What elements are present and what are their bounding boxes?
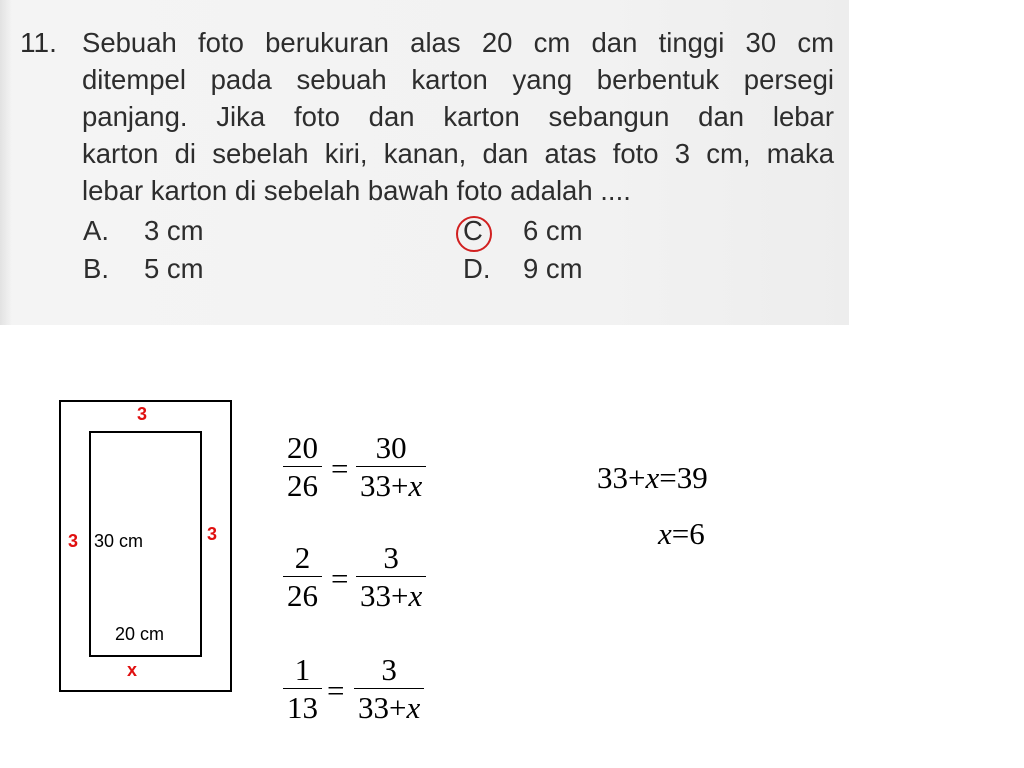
eq3-lhs-fraction: [283, 652, 322, 726]
eq1-lhs-numerator: 20: [287, 430, 318, 465]
question-line-4: karton di sebelah kiri, kanan, dan atas foto 3 cm, maka: [82, 138, 834, 169]
sol1-op: +: [628, 460, 646, 495]
eq3-rhs-fraction: [354, 652, 424, 726]
eq2-rhs-denominator: [356, 577, 426, 614]
solution-line-2: [658, 516, 705, 552]
eq3-rhs-numerator: 3: [381, 652, 397, 687]
solution-line-1: [597, 460, 708, 496]
option-c-text: 6 cm: [523, 215, 583, 246]
sol2-var: x: [658, 516, 672, 551]
sol1-var: x: [645, 460, 660, 495]
option-d-text: 9 cm: [523, 253, 583, 284]
option-b-text: 5 cm: [144, 253, 204, 284]
eq3-den-const: 33: [358, 690, 389, 726]
sol2-equals: =: [671, 516, 690, 551]
sol2-rhs: 6: [689, 516, 705, 551]
eq3-lhs-numerator: 1: [294, 652, 311, 687]
sol1-rhs: 39: [676, 460, 708, 495]
eq2-rhs-fraction: [356, 540, 426, 614]
eq2-lhs-numerator: 2: [294, 540, 311, 575]
eq1-den-const: 33: [360, 468, 391, 504]
option-a-letter: A.: [83, 215, 109, 246]
question-line-5: lebar karton di sebelah bawah foto adalah ....: [82, 175, 631, 206]
sol1-const: 33: [597, 460, 628, 495]
sol1-equals: =: [659, 460, 677, 495]
eq2-den-const: 33: [360, 578, 391, 614]
question-number: 11.: [20, 27, 57, 58]
eq1-den-var: x: [408, 468, 423, 504]
eq2-den-var: x: [408, 578, 423, 614]
option-a-text: 3 cm: [144, 215, 204, 246]
eq2-lhs-fraction: [283, 540, 322, 614]
eq2-den-op: +: [391, 578, 409, 614]
height-label: 30 cm: [94, 531, 144, 551]
bottom-margin-label: x: [127, 660, 138, 680]
eq1-lhs-fraction: [283, 430, 322, 504]
question-line-1: Sebuah foto berukuran alas 20 cm dan tinggi 30 cm: [82, 27, 834, 58]
eq3-den-var: x: [406, 690, 421, 726]
scan-edge-shadow: [0, 0, 12, 325]
right-margin-label: 3: [207, 524, 218, 544]
eq1-rhs-denominator: [356, 467, 426, 504]
eq3-rhs-denominator: [354, 689, 424, 726]
top-margin-label: 3: [137, 404, 148, 424]
eq1-rhs-fraction: [356, 430, 426, 504]
left-margin-label: 3: [68, 531, 79, 551]
eq1-lhs-denominator: 26: [287, 468, 318, 504]
eq2-lhs-denominator: 26: [287, 578, 318, 614]
question-line-2: ditempel pada sebuah karton yang berbentuk persegi: [82, 64, 834, 95]
eq2-rhs-numerator: 3: [383, 540, 399, 575]
option-d-letter: D.: [463, 253, 491, 284]
eq3-lhs-denominator: 13: [287, 690, 318, 726]
eq1-equals: =: [331, 451, 349, 486]
eq3-den-op: +: [389, 690, 407, 726]
question-line-3: panjang. Jika foto dan karton sebangun dan lebar: [82, 101, 834, 132]
eq1-rhs-numerator: 30: [375, 430, 407, 465]
eq3-equals: =: [327, 673, 345, 708]
width-label: 20 cm: [115, 624, 165, 644]
option-b-letter: B.: [83, 253, 109, 284]
eq1-den-op: +: [391, 468, 409, 504]
eq2-equals: =: [331, 561, 349, 596]
option-c-letter: C: [463, 215, 483, 246]
question-scan: [0, 0, 849, 325]
